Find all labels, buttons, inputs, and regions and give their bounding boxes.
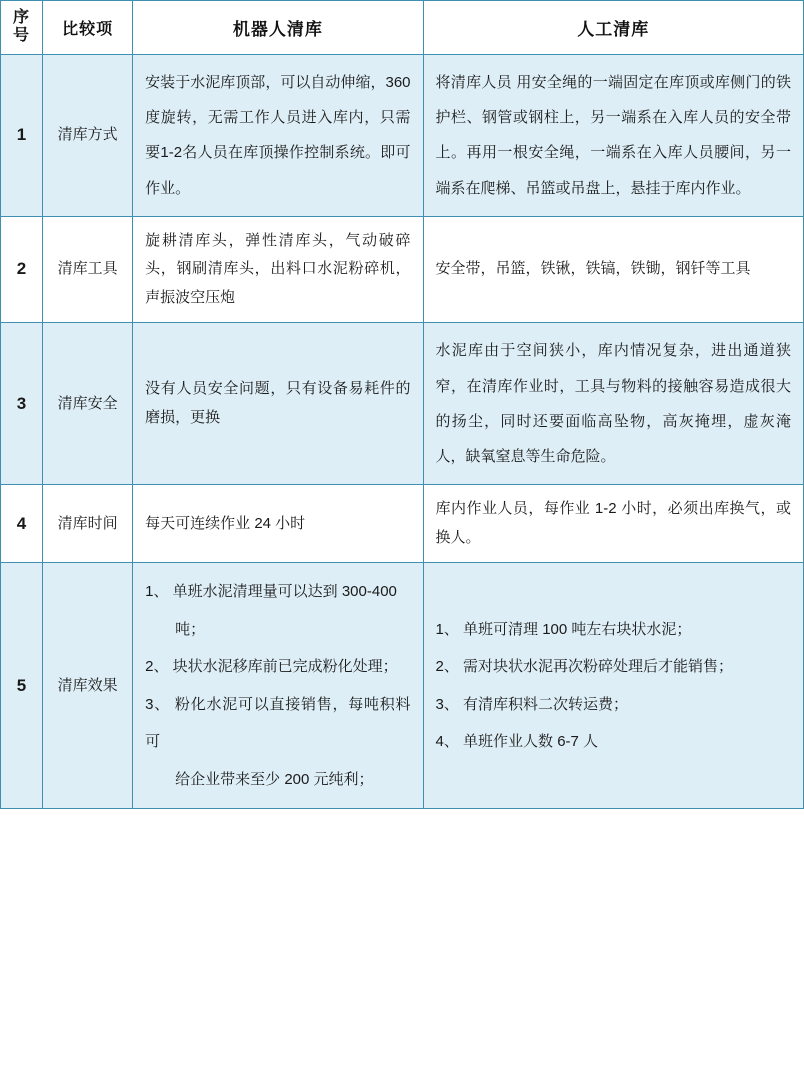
column-header-no: 序号 [1, 1, 43, 55]
row-item-label: 清库工具 [43, 216, 133, 323]
row-robot-text: 旋耕清库头，弹性清库头，气动破碎头，钢刷清库头，出料口水泥粉碎机，声振波空压炮 [133, 216, 423, 323]
manual-effect-line-4: 4、 单班作业人数 6-7 人 [435, 733, 599, 751]
row-manual-text: 水泥库由于空间狭小，库内情况复杂，进出通道狭窄，在清库作业时，工具与物料的接触容易造成很大的扬尘，同时还要面临高坠物，高灰掩埋，虚灰淹人，缺氧窒息等生命危险。 [423, 323, 803, 485]
table-header [1, 1, 804, 55]
robot-effect-line-5: 给企业带来至少 200 元纯利； [175, 770, 374, 788]
row-item-label: 清库时间 [43, 485, 133, 563]
row-number: 5 [1, 563, 43, 809]
table-row [1, 323, 804, 485]
robot-effect-line-3: 2、 块状水泥移库前已完成粉化处理； [145, 658, 398, 676]
table-row [1, 485, 804, 563]
row-item-label: 清库安全 [43, 323, 133, 485]
row-manual-text: 将清库人员 用安全绳的一端固定在库顶或库侧门的铁护栏、钢管或钢柱上，另一端系在入库人员的安全带上。再用一根安全绳，一端系在入库人员腰间，另一端系在爬梯、吊篮或吊盘上，悬挂于库内作业。 [423, 54, 803, 216]
table-header-row [1, 1, 804, 55]
row-manual-text [423, 563, 803, 809]
row-number: 3 [1, 323, 43, 485]
table-row [1, 216, 804, 323]
row-robot-text: 每天可连续作业 24 小时 [133, 485, 423, 563]
manual-effect-line-1: 1、 单班可清理 100 吨左右块状水泥； [435, 620, 692, 638]
row-robot-text [133, 563, 423, 809]
row-manual-text: 库内作业人员，每作业 1-2 小时，必须出库换气，或换人。 [423, 485, 803, 563]
column-header-manual: 人工清库 [423, 1, 803, 55]
table-row [1, 54, 804, 216]
table-body [1, 54, 804, 809]
row-number: 1 [1, 54, 43, 216]
robot-effect-line-4: 3、 粉化水泥可以直接销售，每吨积料可 [145, 695, 411, 751]
row-item-label: 清库方式 [43, 54, 133, 216]
row-robot-text: 没有人员安全问题，只有设备易耗件的磨损，更换 [133, 323, 423, 485]
row-robot-text: 安装于水泥库顶部，可以自动伸缩，360度旋转，无需工作人员进入库内，只需要1-2名人员在库顶操作控制系统。即可作业。 [133, 54, 423, 216]
table-row [1, 563, 804, 809]
manual-effect-line-3: 3、 有清库积料二次转运费； [435, 695, 629, 713]
row-item-label: 清库效果 [43, 563, 133, 809]
row-manual-text: 安全带，吊篮，铁锹，铁镐，铁锄，钢钎等工具 [423, 216, 803, 323]
row-number: 2 [1, 216, 43, 323]
row-number: 4 [1, 485, 43, 563]
column-header-item: 比较项 [43, 1, 133, 55]
robot-effect-line-1: 1、 单班水泥清理量可以达到 300-400 [145, 583, 397, 601]
robot-effect-line-2: 吨； [175, 620, 206, 638]
manual-effect-line-2: 2、 需对块状水泥再次粉碎处理后才能销售； [435, 658, 734, 676]
column-header-robot: 机器人清库 [133, 1, 423, 55]
